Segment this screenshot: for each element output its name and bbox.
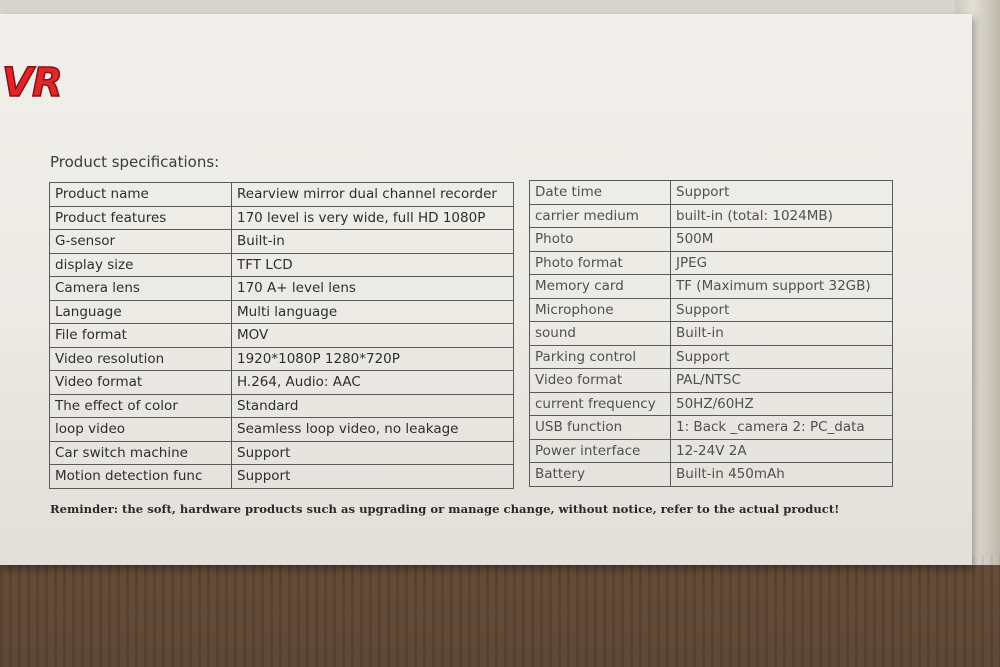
spec-value: TFT LCD xyxy=(232,253,514,277)
spec-value: Rearview mirror dual channel recorder xyxy=(232,183,514,207)
spec-key: Memory card xyxy=(530,275,671,299)
spec-row xyxy=(530,204,893,228)
spec-row xyxy=(50,324,514,348)
spec-row xyxy=(50,300,514,324)
spec-row xyxy=(50,253,514,277)
spec-value: 170 A+ level lens xyxy=(232,277,514,301)
spec-key: The effect of color xyxy=(50,394,232,418)
spec-key: USB function xyxy=(530,416,671,440)
spec-key: sound xyxy=(530,322,671,346)
spec-key: Video format xyxy=(50,371,232,395)
spec-row xyxy=(530,416,893,440)
spec-value: 1: Back _camera 2: PC_data xyxy=(671,416,893,440)
spec-row xyxy=(530,369,893,393)
spec-key: Parking control xyxy=(530,345,671,369)
spec-key: carrier medium xyxy=(530,204,671,228)
spec-value: MOV xyxy=(232,324,514,348)
spec-key: Video format xyxy=(530,369,671,393)
spec-value: Support xyxy=(232,465,514,489)
spec-row xyxy=(530,298,893,322)
spec-value: 1920*1080P 1280*720P xyxy=(232,347,514,371)
spec-value: Multi language xyxy=(232,300,514,324)
spec-value: PAL/NTSC xyxy=(671,369,893,393)
spec-value: Support xyxy=(671,298,893,322)
spec-value: H.264, Audio: AAC xyxy=(232,371,514,395)
spec-key: G-sensor xyxy=(50,230,232,254)
spec-row xyxy=(530,181,893,205)
spec-value: Support xyxy=(671,345,893,369)
spec-row xyxy=(530,345,893,369)
spec-value: 12-24V 2A xyxy=(671,439,893,463)
spec-key: Car switch machine xyxy=(50,441,232,465)
spec-key: File format xyxy=(50,324,232,348)
left-spec-table xyxy=(49,182,514,489)
spec-value: 500M xyxy=(671,228,893,252)
spec-value: TF (Maximum support 32GB) xyxy=(671,275,893,299)
right-spec-table xyxy=(529,180,893,487)
spec-row xyxy=(530,392,893,416)
spec-row xyxy=(530,463,893,487)
spec-row xyxy=(50,418,514,442)
spec-key: display size xyxy=(50,253,232,277)
spec-row xyxy=(530,439,893,463)
spec-value: Support xyxy=(671,181,893,205)
spec-row xyxy=(530,275,893,299)
wooden-table-surface xyxy=(0,555,1000,667)
brand-logo: VR xyxy=(2,60,62,106)
spec-card xyxy=(0,14,972,565)
spec-key: current frequency xyxy=(530,392,671,416)
spec-row xyxy=(50,230,514,254)
spec-row xyxy=(50,206,514,230)
spec-row xyxy=(530,251,893,275)
spec-row xyxy=(530,228,893,252)
spec-row xyxy=(50,347,514,371)
spec-key: Video resolution xyxy=(50,347,232,371)
spec-key: Photo format xyxy=(530,251,671,275)
spec-value: Built-in 450mAh xyxy=(671,463,893,487)
spec-value: Seamless loop video, no leakage xyxy=(232,418,514,442)
spec-key: Product features xyxy=(50,206,232,230)
spec-value: Support xyxy=(232,441,514,465)
spec-value: Built-in xyxy=(671,322,893,346)
spec-row xyxy=(50,441,514,465)
spec-key: Microphone xyxy=(530,298,671,322)
spec-row xyxy=(50,183,514,207)
spec-row xyxy=(50,465,514,489)
spec-value: Built-in xyxy=(232,230,514,254)
spec-key: Motion detection func xyxy=(50,465,232,489)
spec-key: Language xyxy=(50,300,232,324)
spec-key: Photo xyxy=(530,228,671,252)
spec-row xyxy=(50,394,514,418)
spec-key: Camera lens xyxy=(50,277,232,301)
spec-value: 170 level is very wide, full HD 1080P xyxy=(232,206,514,230)
spec-value: 50HZ/60HZ xyxy=(671,392,893,416)
spec-key: loop video xyxy=(50,418,232,442)
spec-row xyxy=(530,322,893,346)
spec-title: Product specifications: xyxy=(50,153,220,171)
reminder-note: Reminder: the soft, hardware products such as upgrading or manage change, without notice, refer to the actual product! xyxy=(50,502,840,516)
spec-value: built-in (total: 1024MB) xyxy=(671,204,893,228)
spec-key: Date time xyxy=(530,181,671,205)
spec-value: Standard xyxy=(232,394,514,418)
spec-key: Product name xyxy=(50,183,232,207)
spec-key: Battery xyxy=(530,463,671,487)
spec-value: JPEG xyxy=(671,251,893,275)
spec-row xyxy=(50,371,514,395)
spec-key: Power interface xyxy=(530,439,671,463)
spec-row xyxy=(50,277,514,301)
